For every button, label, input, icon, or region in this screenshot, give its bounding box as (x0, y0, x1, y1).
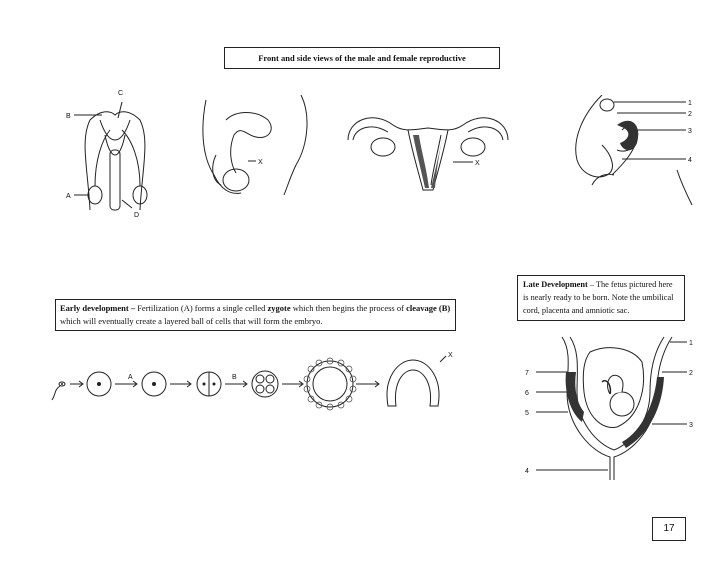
label-1: 1 (688, 100, 692, 107)
late-text: – The fetus pictured here is nearly ready to be born. Note the umbilical cord, placenta and amniotic sac. (523, 280, 674, 315)
label-2: 2 (688, 111, 692, 118)
page-number: 17 (652, 517, 686, 541)
early-text-3: which will eventually create a layered ball of cells that will form the embryo. (60, 316, 323, 326)
label-x: X (258, 159, 263, 166)
label-b: B (232, 374, 237, 381)
fetus-uterus-diagram (522, 332, 702, 482)
label-3: 3 (688, 128, 692, 135)
label-c: C (118, 90, 124, 97)
cleavage-term: cleavage (B) (406, 303, 451, 313)
female-front-diagram (343, 100, 513, 200)
label-b: B (66, 113, 71, 120)
late-development-caption (517, 275, 685, 321)
label-2: 2 (689, 370, 693, 377)
early-heading: Early development – (60, 303, 136, 313)
cleavage-sequence-diagram (48, 348, 458, 423)
early-text-2: which then begins the process of (290, 303, 404, 313)
zygote-term: zygote (267, 303, 291, 313)
label-7: 7 (525, 370, 529, 377)
label-x: X (448, 352, 453, 359)
label-3: 3 (689, 422, 693, 429)
label-5: 5 (525, 410, 529, 417)
early-text-1: Fertilization (A) forms a single celled (135, 303, 268, 313)
label-1: 1 (689, 340, 693, 347)
label-4: 4 (688, 157, 692, 164)
figure-title: Front and side views of the male and female reproductive (224, 47, 500, 69)
label-x: X (475, 160, 480, 167)
male-front-diagram (60, 80, 170, 220)
early-development-caption (55, 299, 456, 331)
late-heading: Late Development (523, 280, 588, 289)
label-a: A (66, 193, 71, 200)
label-d: D (134, 212, 140, 219)
label-4: 4 (525, 468, 529, 475)
female-side-diagram (562, 95, 697, 205)
male-side-diagram (196, 95, 316, 205)
label-a: A (128, 374, 133, 381)
label-6: 6 (525, 390, 529, 397)
